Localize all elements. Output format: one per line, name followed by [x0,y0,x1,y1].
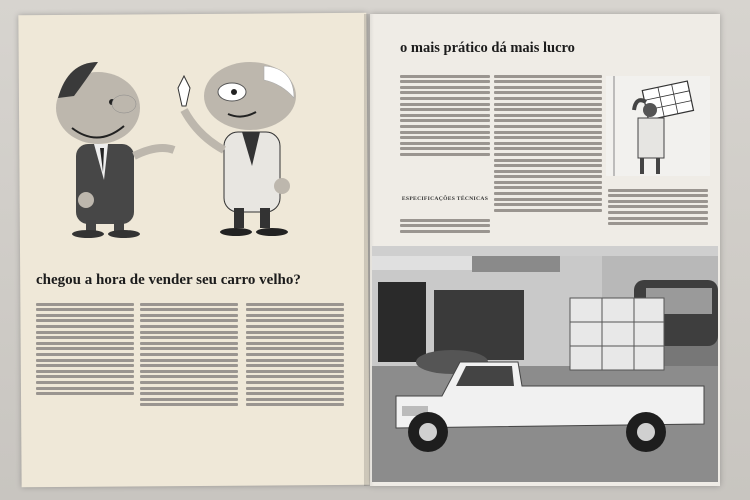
worker-carrying-crate-photo [606,76,710,176]
spec-heading: ESPECIFICAÇÕES TÉCNICAS [401,196,489,202]
left-man-figure [56,62,174,238]
left-body-column-1 [36,300,134,398]
right-headline: o mais prático dá mais lucro [400,40,575,56]
right-body-column-3 [608,186,708,228]
pickup-truck-photo [372,246,718,482]
right-man-figure [178,62,296,236]
left-body-column-2 [140,300,238,409]
cartoon-illustration [28,40,328,250]
right-body-column-2 [494,72,602,214]
spec-text [400,216,490,235]
left-headline: chegou a hora de vender seu carro velho? [36,272,301,288]
right-body-column-1 [400,72,490,159]
left-body-column-3 [246,300,344,409]
